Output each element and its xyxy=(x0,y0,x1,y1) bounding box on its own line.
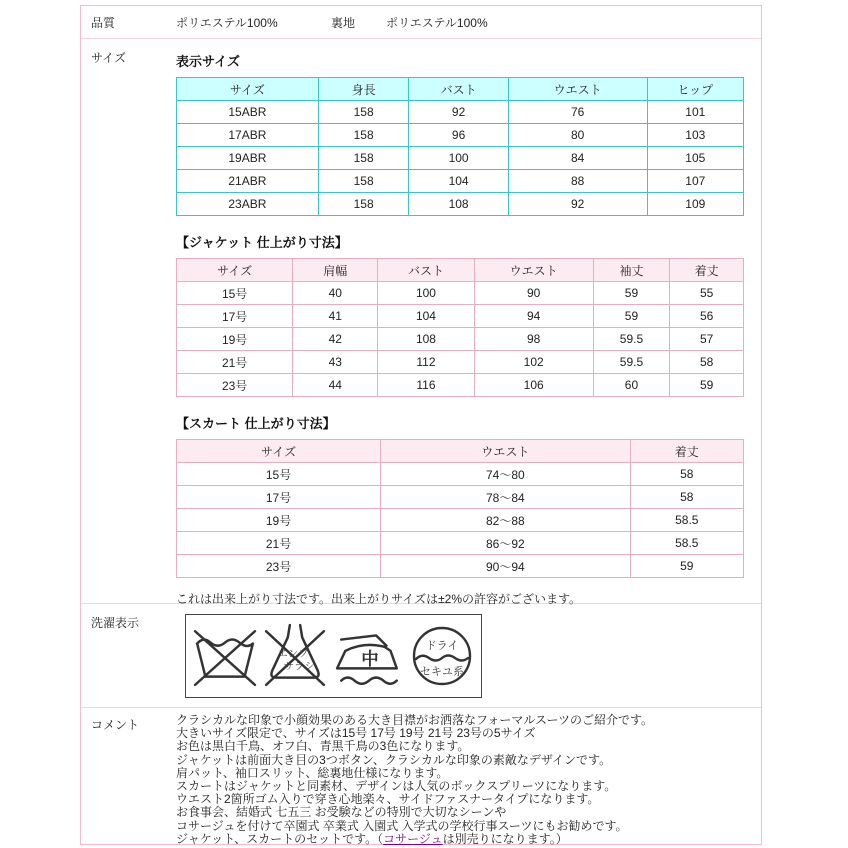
dry-clean-petroleum-icon xyxy=(411,624,473,688)
table-cell: 55 xyxy=(670,282,744,305)
table-cell: 94 xyxy=(474,305,593,328)
table-cell: 44 xyxy=(293,374,378,397)
table-cell: 104 xyxy=(409,170,508,193)
comment-line: ウエスト2箇所ゴム入りで穿き心地楽々、サイドファスナータイプになります。 xyxy=(176,792,600,807)
table-cell: 17号 xyxy=(177,305,293,328)
header-row xyxy=(177,440,744,463)
table-cell: 23ABR xyxy=(177,193,319,216)
table-cell: 58.5 xyxy=(630,532,743,555)
svg-text:中: 中 xyxy=(360,649,379,670)
table-cell: 104 xyxy=(378,305,474,328)
do-not-wash-icon xyxy=(192,622,258,690)
table-cell: 101 xyxy=(647,101,743,124)
table-cell: 59 xyxy=(630,555,743,578)
table-cell: 82～88 xyxy=(381,509,630,532)
comment-line: 肩パット、袖口スリット、総裏地仕様になります。 xyxy=(176,765,449,780)
column-header: 着丈 xyxy=(630,440,743,463)
table-row xyxy=(177,351,744,374)
column-header: ヒップ xyxy=(647,78,743,101)
table-row xyxy=(177,532,744,555)
column-header: 身長 xyxy=(318,78,409,101)
comment-line: 大きいサイズ限定で、サイズは15号 17号 19号 21号 23号の5サイズ xyxy=(176,726,536,741)
table-cell: 84 xyxy=(508,147,647,170)
table-cell: 108 xyxy=(378,328,474,351)
table-cell: 59.5 xyxy=(593,328,670,351)
table-row xyxy=(177,486,744,509)
table-row xyxy=(177,463,744,486)
skirt-size-table xyxy=(176,439,744,578)
comment-line: スカートはジャケットと同素材、デザインは人気のボックスプリーツになります。 xyxy=(176,779,617,794)
table-cell: 58 xyxy=(630,463,743,486)
table-cell: 108 xyxy=(409,193,508,216)
comment-line xyxy=(176,833,653,846)
table-cell: 17号 xyxy=(177,486,381,509)
column-header: 肩幅 xyxy=(293,259,378,282)
svg-text:ドライ: ドライ xyxy=(425,640,459,652)
jacket-size-table xyxy=(176,258,744,397)
table-cell: 57 xyxy=(670,328,744,351)
table-cell: 43 xyxy=(293,351,378,374)
table-cell: 76 xyxy=(508,101,647,124)
table-cell: 103 xyxy=(647,124,743,147)
table-cell: 158 xyxy=(318,170,409,193)
table-cell: 15ABR xyxy=(177,101,319,124)
comment-section xyxy=(81,708,761,847)
table-cell: 21ABR xyxy=(177,170,319,193)
column-header: 着丈 xyxy=(670,259,744,282)
table-row xyxy=(177,282,744,305)
table-cell: 88 xyxy=(508,170,647,193)
table-cell: 19ABR xyxy=(177,147,319,170)
svg-text:セキユ系: セキユ系 xyxy=(419,666,464,678)
table-row xyxy=(177,101,744,124)
table-row xyxy=(177,374,744,397)
table-cell: 86～92 xyxy=(381,532,630,555)
table-cell: 56 xyxy=(670,305,744,328)
comment-text xyxy=(176,714,653,846)
comment-line: お色は黒白千鳥、オフ白、青黒千鳥の3色になります。 xyxy=(176,739,470,754)
table-cell: 102 xyxy=(474,351,593,374)
table-cell: 19号 xyxy=(177,509,381,532)
comment-line: クラシカルな印象で小顔効果のある大き目襟がお洒落なフォーマルスーツのご紹介です。 xyxy=(176,713,654,727)
column-header: バスト xyxy=(378,259,474,282)
table-cell: 90～94 xyxy=(381,555,630,578)
column-header: サイズ xyxy=(177,440,381,463)
table-cell: 100 xyxy=(409,147,508,170)
table-cell: 98 xyxy=(474,328,593,351)
table-cell: 58 xyxy=(630,486,743,509)
comment-label: コメント xyxy=(91,718,140,732)
column-header: ウエスト xyxy=(508,78,647,101)
table-cell: 92 xyxy=(409,101,508,124)
column-header: ウエスト xyxy=(474,259,593,282)
table-cell: 112 xyxy=(378,351,474,374)
header-row xyxy=(177,259,744,282)
table-cell: 21号 xyxy=(177,532,381,555)
table-cell: 41 xyxy=(293,305,378,328)
table-cell: 59 xyxy=(593,282,670,305)
table-cell: 40 xyxy=(293,282,378,305)
table-cell: 158 xyxy=(318,147,409,170)
table-row xyxy=(177,193,744,216)
quality-label: 品質 xyxy=(91,15,116,30)
comment-text-before-link: ジャケット、スカートのセットです。（ xyxy=(176,831,384,846)
table-cell: 158 xyxy=(318,193,409,216)
table-cell: 23号 xyxy=(177,374,293,397)
table-cell: 78～84 xyxy=(381,486,630,509)
table-cell: 42 xyxy=(293,328,378,351)
comment-line: コサージュを付けて卒園式 卒業式 入園式 入学式の学校行事スーツにもお勧めです。 xyxy=(176,818,628,833)
table-cell: 58.5 xyxy=(630,509,743,532)
size-section xyxy=(81,39,761,604)
quality-values xyxy=(176,14,488,31)
washing-label: 洗濯表示 xyxy=(91,616,140,630)
comment-line: お食事会、結婚式 七五三 お受験などの特別で大切なシーンや xyxy=(176,805,507,820)
no-chlorine-bleach-icon xyxy=(262,622,328,690)
header-row xyxy=(177,78,744,101)
iron-medium-icon xyxy=(333,622,407,690)
table-cell: 96 xyxy=(409,124,508,147)
table-cell: 100 xyxy=(378,282,474,305)
table-cell: 74～80 xyxy=(381,463,630,486)
svg-text:エンソ: エンソ xyxy=(277,649,309,661)
column-header: サイズ xyxy=(177,259,293,282)
table-cell: 59 xyxy=(593,305,670,328)
table-cell: 23号 xyxy=(177,555,381,578)
lining-label: 裏地 xyxy=(331,15,356,30)
table-cell: 107 xyxy=(647,170,743,193)
table-cell: 60 xyxy=(593,374,670,397)
column-header: ウエスト xyxy=(381,440,630,463)
product-spec-panel xyxy=(80,5,762,845)
size-tolerance-note: これは出来上がり寸法です。出来上がりサイズは±2%の許容がございます。 xyxy=(176,592,582,606)
table-cell: 15号 xyxy=(177,282,293,305)
table-cell: 80 xyxy=(508,124,647,147)
table-cell: 116 xyxy=(378,374,474,397)
table-cell: 109 xyxy=(647,193,743,216)
table-cell: 58 xyxy=(670,351,744,374)
corsage-link[interactable]: コサージュ xyxy=(383,831,443,846)
column-header: サイズ xyxy=(177,78,319,101)
display-size-table xyxy=(176,77,744,216)
table-cell: 158 xyxy=(318,124,409,147)
table-row xyxy=(177,305,744,328)
svg-text:サラシ: サラシ xyxy=(284,661,315,673)
lining-material-value: ポリエステル100% xyxy=(386,15,488,30)
table-row xyxy=(177,124,744,147)
care-symbols-box xyxy=(185,614,482,698)
jacket-size-title: 【ジャケット 仕上がり寸法】 xyxy=(176,235,348,250)
table-cell: 92 xyxy=(508,193,647,216)
display-size-title: 表示サイズ xyxy=(176,54,240,69)
table-cell: 59.5 xyxy=(593,351,670,374)
table-row xyxy=(177,328,744,351)
table-cell: 15号 xyxy=(177,463,381,486)
table-cell: 21号 xyxy=(177,351,293,374)
column-header: 袖丈 xyxy=(593,259,670,282)
size-tables xyxy=(176,47,746,607)
table-cell: 19号 xyxy=(177,328,293,351)
table-row xyxy=(177,509,744,532)
table-cell: 90 xyxy=(474,282,593,305)
comment-line: ジャケットは前面大き目の3つボタン、クラシカルな印象の素敵なデザインです。 xyxy=(176,752,612,767)
table-row xyxy=(177,170,744,193)
size-label: サイズ xyxy=(91,51,127,65)
table-row xyxy=(177,147,744,170)
quality-row xyxy=(81,6,761,39)
table-cell: 59 xyxy=(670,374,744,397)
washing-section xyxy=(81,604,761,708)
table-cell: 17ABR xyxy=(177,124,319,147)
table-cell: 158 xyxy=(318,101,409,124)
table-cell: 106 xyxy=(474,374,593,397)
material-value: ポリエステル100% xyxy=(176,15,278,30)
table-cell: 105 xyxy=(647,147,743,170)
skirt-size-title: 【スカート 仕上がり寸法】 xyxy=(176,416,336,431)
comment-text-after-link: は別売りになります。） xyxy=(442,831,568,846)
column-header: バスト xyxy=(409,78,508,101)
table-row xyxy=(177,555,744,578)
